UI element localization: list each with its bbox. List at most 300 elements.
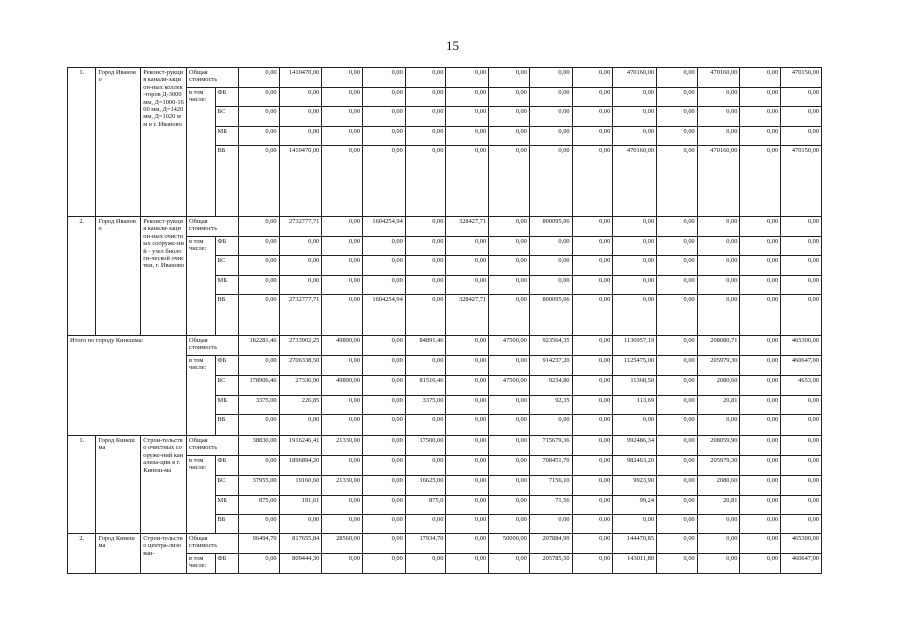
funding-code: БС (215, 476, 238, 496)
value-cell: 0,00 (489, 127, 530, 146)
value-cell: 0,00 (446, 336, 489, 356)
total-cost-label: Общая стоимость (187, 534, 239, 554)
value-cell: 50000,00 (489, 534, 530, 554)
value-cell: 37955,00 (238, 476, 279, 496)
value-cell: 0,00 (446, 515, 489, 534)
value-cell: 0,00 (529, 68, 572, 88)
row-number: 1. (68, 436, 96, 534)
value-cell: 1410470,00 (279, 146, 322, 217)
value-cell: 0,00 (446, 107, 489, 127)
value-cell: 0,00 (657, 107, 698, 127)
value-cell: 0,00 (740, 496, 781, 515)
value-cell: 20,81 (697, 396, 740, 415)
value-cell: 92,35 (529, 396, 572, 415)
value-cell: 0,00 (781, 476, 822, 496)
table-row (68, 336, 822, 356)
value-cell: 800095,06 (529, 217, 572, 237)
value-cell: 0,00 (405, 554, 446, 574)
value-cell: 470160,00 (697, 146, 740, 217)
value-cell: 0,00 (572, 88, 613, 107)
incl-label-line2: числе: (189, 464, 207, 472)
value-cell: 0,00 (613, 107, 657, 127)
value-cell: 0,00 (279, 88, 322, 107)
value-cell: 0,00 (322, 554, 363, 574)
value-cell: 0,00 (781, 217, 822, 237)
value-cell: 0,00 (238, 146, 279, 217)
value-cell: 21330,00 (322, 436, 363, 456)
value-cell: 0,00 (446, 88, 489, 107)
value-cell: 0,00 (446, 534, 489, 554)
value-cell: 0,00 (613, 88, 657, 107)
value-cell: 0,00 (781, 237, 822, 256)
value-cell: 0,00 (657, 276, 698, 295)
value-cell: 28560,00 (322, 534, 363, 554)
value-cell: 0,00 (781, 496, 822, 515)
value-cell: 81516,46 (405, 376, 446, 396)
value-cell: 1896894,20 (279, 456, 322, 476)
value-cell: 0,00 (322, 68, 363, 88)
value-cell: 0,00 (489, 356, 530, 376)
value-cell: 0,00 (446, 436, 489, 456)
value-cell: 0,00 (446, 476, 489, 496)
incl-label-line1: в том (189, 357, 204, 364)
total-cost-label: Общая стоимость (187, 436, 239, 456)
value-cell: 0,00 (279, 256, 322, 276)
value-cell: 0,00 (657, 515, 698, 534)
value-cell: 0,00 (740, 415, 781, 436)
value-cell: 178906,46 (238, 376, 279, 396)
value-cell: 0,00 (572, 146, 613, 217)
value-cell: 0,00 (279, 276, 322, 295)
value-cell: 0,00 (613, 415, 657, 436)
object-name: Реконст-рукция канали-зацион-ных коллек-торов Д-3000 мм, Д=1000-1600 мм, Д=1420 мм, Д=1020 мм в г. Иваново (141, 68, 187, 217)
value-cell: 0,00 (405, 415, 446, 436)
value-cell: 0,00 (529, 146, 572, 217)
value-cell: 0,00 (489, 237, 530, 256)
value-cell: 0,00 (489, 276, 530, 295)
value-cell: 0,00 (697, 415, 740, 436)
value-cell: 0,00 (446, 415, 489, 436)
value-cell: 923564,35 (529, 336, 572, 356)
value-cell: 0,00 (572, 237, 613, 256)
value-cell: 0,00 (697, 554, 740, 574)
budget-table (67, 67, 822, 574)
value-cell: 0,00 (405, 217, 446, 237)
value-cell: 207884,99 (529, 534, 572, 554)
value-cell: 0,00 (657, 396, 698, 415)
funding-code: ФБ (215, 237, 238, 256)
object-name: Реконст-рукция канали-зацион-ных очистных сооруже-ний - узел биологи-ческой очистки, г. Иваново (141, 217, 187, 336)
value-cell: 0,00 (446, 396, 489, 415)
value-cell: 0,00 (489, 436, 530, 456)
value-cell: 1410470,00 (279, 68, 322, 88)
municipality-name: Город Кинешма (96, 534, 141, 574)
funding-code: ФБ (215, 554, 238, 574)
value-cell: 191,61 (279, 496, 322, 515)
value-cell: 0,00 (279, 107, 322, 127)
value-cell: 0,00 (322, 496, 363, 515)
value-cell: 0,00 (238, 107, 279, 127)
value-cell: 0,00 (740, 88, 781, 107)
value-cell: 0,00 (697, 237, 740, 256)
value-cell: 0,00 (363, 68, 406, 88)
incl-label-line1: в том (189, 457, 204, 464)
value-cell: 0,00 (489, 456, 530, 476)
value-cell: 47500,00 (489, 336, 530, 356)
value-cell: 0,00 (657, 295, 698, 336)
value-cell: 0,00 (489, 256, 530, 276)
page-number: 15 (446, 38, 459, 53)
funding-code: ВБ (215, 295, 238, 336)
value-cell: 0,00 (572, 534, 613, 554)
value-cell: 0,00 (529, 515, 572, 534)
value-cell: 0,00 (489, 107, 530, 127)
value-cell: 0,00 (363, 515, 406, 534)
value-cell: 0,00 (657, 336, 698, 356)
value-cell: 0,00 (781, 295, 822, 336)
value-cell: 0,00 (740, 276, 781, 295)
value-cell: 0,00 (322, 237, 363, 256)
value-cell: 0,00 (657, 356, 698, 376)
value-cell: 470150,00 (781, 146, 822, 217)
value-cell: 0,00 (572, 554, 613, 574)
value-cell: 0,00 (740, 146, 781, 217)
value-cell: 113,69 (613, 396, 657, 415)
value-cell: 49890,00 (322, 376, 363, 396)
value-cell: 0,00 (322, 127, 363, 146)
value-cell: 0,00 (740, 237, 781, 256)
value-cell: 0,00 (363, 336, 406, 356)
funding-code: МБ (215, 496, 238, 515)
incl-label-line2: числе: (189, 96, 207, 104)
value-cell: 470160,00 (613, 68, 657, 88)
total-cost-label: Общая стоимость (187, 217, 239, 237)
value-cell: 0,00 (363, 276, 406, 295)
value-cell: 0,00 (572, 356, 613, 376)
value-cell: 0,00 (489, 415, 530, 436)
value-cell: 0,00 (657, 415, 698, 436)
value-cell: 0,00 (657, 217, 698, 237)
value-cell: 208080,71 (697, 336, 740, 356)
value-cell: 0,00 (405, 127, 446, 146)
value-cell: 0,00 (446, 127, 489, 146)
funding-code: ФБ (215, 456, 238, 476)
value-cell: 0,00 (657, 88, 698, 107)
value-cell: 0,00 (657, 456, 698, 476)
value-cell: 2733902,25 (279, 336, 322, 356)
value-cell: 328427,71 (446, 217, 489, 237)
value-cell: 0,00 (740, 554, 781, 574)
value-cell: 0,00 (781, 276, 822, 295)
value-cell: 9234,80 (529, 376, 572, 396)
value-cell: 2732777,71 (279, 217, 322, 237)
value-cell: 0,00 (279, 127, 322, 146)
municipality-name: Город Кинешма (96, 436, 141, 534)
value-cell: 0,00 (322, 515, 363, 534)
funding-code: МБ (215, 276, 238, 295)
municipality-name: Город Иваново (96, 68, 141, 217)
value-cell: 0,00 (363, 554, 406, 574)
value-cell: 0,00 (657, 127, 698, 146)
table-row (68, 68, 822, 88)
value-cell: 0,00 (405, 146, 446, 217)
funding-code: МБ (215, 396, 238, 415)
value-cell: 0,00 (405, 515, 446, 534)
value-cell: 715679,36 (529, 436, 572, 456)
incl-label-line2: числе: (189, 364, 207, 372)
value-cell: 0,00 (405, 256, 446, 276)
value-cell: 0,00 (363, 88, 406, 107)
value-cell: 2706338,50 (279, 356, 322, 376)
value-cell: 0,00 (740, 68, 781, 88)
value-cell: 0,00 (572, 476, 613, 496)
value-cell: 0,00 (322, 107, 363, 127)
value-cell: 0,00 (572, 456, 613, 476)
value-cell: 0,00 (529, 237, 572, 256)
value-cell: 0,00 (572, 415, 613, 436)
row-number: 1. (68, 68, 96, 217)
value-cell: 0,00 (529, 256, 572, 276)
value-cell: 143011,80 (613, 554, 657, 574)
value-cell: 0,00 (529, 415, 572, 436)
funding-code: ФБ (215, 356, 238, 376)
value-cell: 0,00 (238, 276, 279, 295)
value-cell: 205979,30 (697, 356, 740, 376)
value-cell: 0,00 (740, 456, 781, 476)
value-cell: 0,00 (363, 534, 406, 554)
value-cell: 0,00 (446, 237, 489, 256)
value-cell: 470150,00 (781, 68, 822, 88)
incl-label-line1: в том (189, 238, 204, 245)
value-cell: 17500,00 (405, 436, 446, 456)
value-cell: 0,00 (363, 376, 406, 396)
value-cell: 0,00 (405, 107, 446, 127)
value-cell: 0,00 (238, 127, 279, 146)
value-cell: 0,00 (781, 396, 822, 415)
value-cell: 0,00 (279, 515, 322, 534)
table-row (68, 436, 822, 456)
value-cell: 84891,46 (405, 336, 446, 356)
value-cell: 0,00 (363, 256, 406, 276)
value-cell: 0,00 (405, 456, 446, 476)
value-cell: 0,00 (322, 88, 363, 107)
value-cell: 96494,70 (238, 534, 279, 554)
value-cell: 0,00 (697, 276, 740, 295)
value-cell: 0,00 (657, 554, 698, 574)
value-cell: 0,00 (740, 396, 781, 415)
incl-label-line1: в том (189, 555, 204, 562)
value-cell: 205785,50 (529, 554, 572, 574)
value-cell: 0,00 (489, 217, 530, 237)
value-cell: 0,00 (363, 476, 406, 496)
value-cell: 1604254,94 (363, 217, 406, 237)
value-cell: 16625,00 (405, 476, 446, 496)
value-cell: 0,00 (657, 376, 698, 396)
value-cell: 0,00 (446, 68, 489, 88)
value-cell: 0,00 (572, 376, 613, 396)
value-cell: 0,00 (279, 237, 322, 256)
value-cell: 875,0 (405, 496, 446, 515)
value-cell: 0,00 (740, 217, 781, 237)
value-cell: 0,00 (489, 146, 530, 217)
value-cell: 0,00 (363, 436, 406, 456)
value-cell: 0,00 (613, 256, 657, 276)
funding-code: МБ (215, 127, 238, 146)
value-cell: 0,00 (446, 356, 489, 376)
value-cell: 0,00 (322, 356, 363, 376)
value-cell: 0,00 (613, 515, 657, 534)
value-cell: 0,00 (529, 276, 572, 295)
value-cell: 0,00 (657, 237, 698, 256)
value-cell: 0,00 (781, 515, 822, 534)
row-number: 2. (68, 217, 96, 336)
value-cell: 809444,30 (279, 554, 322, 574)
value-cell: 38830,00 (238, 436, 279, 456)
value-cell: 1916246,41 (279, 436, 322, 456)
value-cell: 0,00 (572, 107, 613, 127)
value-cell: 982463,20 (613, 456, 657, 476)
value-cell: 11368,50 (613, 376, 657, 396)
incl-label-line1: в том (189, 89, 204, 96)
value-cell: 0,00 (405, 237, 446, 256)
value-cell: 47500,00 (489, 376, 530, 396)
incl-label (187, 237, 215, 336)
value-cell: 0,00 (489, 88, 530, 107)
value-cell: 0,00 (238, 256, 279, 276)
value-cell: 465300,00 (781, 534, 822, 554)
incl-label (187, 554, 215, 574)
value-cell: 0,00 (322, 146, 363, 217)
value-cell: 226,85 (279, 396, 322, 415)
value-cell: 0,00 (740, 356, 781, 376)
value-cell: 0,00 (781, 127, 822, 146)
municipality-name: Город Иваново (96, 217, 141, 336)
value-cell: 0,00 (489, 476, 530, 496)
value-cell: 0,00 (238, 515, 279, 534)
value-cell: 0,00 (740, 336, 781, 356)
funding-code: БС (215, 256, 238, 276)
value-cell: 0,00 (697, 295, 740, 336)
value-cell: 0,00 (446, 456, 489, 476)
value-cell: 0,00 (322, 396, 363, 415)
value-cell: 2080,60 (697, 376, 740, 396)
value-cell: 0,00 (363, 415, 406, 436)
incl-label (187, 356, 215, 436)
value-cell: 0,00 (697, 107, 740, 127)
value-cell: 27336,90 (279, 376, 322, 396)
value-cell: 0,00 (740, 295, 781, 336)
value-cell: 3375,00 (238, 396, 279, 415)
value-cell: 0,00 (572, 436, 613, 456)
table-row (68, 534, 822, 554)
value-cell: 0,00 (446, 276, 489, 295)
value-cell: 0,00 (322, 256, 363, 276)
value-cell: 99,24 (613, 496, 657, 515)
value-cell: 0,00 (572, 336, 613, 356)
value-cell: 0,00 (279, 415, 322, 436)
value-cell: 0,00 (572, 256, 613, 276)
value-cell: 0,00 (363, 356, 406, 376)
value-cell: 208059,90 (697, 436, 740, 456)
value-cell: 0,00 (529, 127, 572, 146)
value-cell: 470160,00 (613, 146, 657, 217)
value-cell: 817655,84 (279, 534, 322, 554)
object-name: Строи-тельство очистных сооруже-ний канализа-ции в г. Кинеш-ма (141, 436, 187, 534)
value-cell: 0,00 (613, 295, 657, 336)
funding-code: БС (215, 107, 238, 127)
value-cell: 0,00 (740, 256, 781, 276)
value-cell: 144470,85 (613, 534, 657, 554)
value-cell: 0,00 (613, 276, 657, 295)
value-cell: 0,00 (697, 534, 740, 554)
funding-code: БС (215, 376, 238, 396)
value-cell: 0,00 (781, 456, 822, 476)
value-cell: 9923,90 (613, 476, 657, 496)
value-cell: 4653,00 (781, 376, 822, 396)
value-cell: 0,00 (740, 476, 781, 496)
value-cell: 0,00 (613, 127, 657, 146)
funding-code: ВБ (215, 146, 238, 217)
table-row (68, 217, 822, 237)
value-cell: 0,00 (446, 554, 489, 574)
funding-code: ФБ (215, 88, 238, 107)
value-cell: 0,00 (363, 127, 406, 146)
value-cell: 0,00 (363, 496, 406, 515)
value-cell: 0,00 (572, 496, 613, 515)
funding-code: ВБ (215, 415, 238, 436)
object-name: Строи-тельство центра-лизован- (141, 534, 187, 574)
value-cell: 0,00 (238, 554, 279, 574)
value-cell: 0,00 (781, 415, 822, 436)
value-cell: 0,00 (740, 515, 781, 534)
value-cell: 0,00 (613, 237, 657, 256)
value-cell: 0,00 (740, 376, 781, 396)
value-cell: 0,00 (572, 515, 613, 534)
value-cell: 1125475,00 (613, 356, 657, 376)
value-cell: 0,00 (489, 295, 530, 336)
total-cost-label: Общая стоимость (187, 336, 239, 356)
value-cell: 0,00 (740, 436, 781, 456)
value-cell: 0,00 (529, 107, 572, 127)
value-cell: 205979,30 (697, 456, 740, 476)
value-cell: 0,00 (697, 217, 740, 237)
value-cell: 0,00 (489, 68, 530, 88)
value-cell: 0,00 (781, 256, 822, 276)
value-cell: 0,00 (657, 534, 698, 554)
value-cell: 0,00 (405, 295, 446, 336)
value-cell: 20,81 (697, 496, 740, 515)
value-cell: 0,00 (529, 88, 572, 107)
value-cell: 19160,60 (279, 476, 322, 496)
value-cell: 0,00 (238, 68, 279, 88)
value-cell: 0,00 (657, 476, 698, 496)
value-cell: 0,00 (363, 396, 406, 415)
value-cell: 0,00 (572, 276, 613, 295)
value-cell: 0,00 (405, 356, 446, 376)
value-cell: 0,00 (322, 276, 363, 295)
value-cell: 0,00 (740, 534, 781, 554)
value-cell: 17934,70 (405, 534, 446, 554)
funding-code: ВБ (215, 515, 238, 534)
value-cell: 3375,00 (405, 396, 446, 415)
value-cell: 0,00 (697, 127, 740, 146)
value-cell: 0,00 (489, 496, 530, 515)
value-cell: 0,00 (657, 256, 698, 276)
value-cell: 460647,00 (781, 356, 822, 376)
total-cost-label: Общая стоимость (187, 68, 239, 88)
value-cell: 914237,20 (529, 356, 572, 376)
value-cell: 0,00 (238, 237, 279, 256)
